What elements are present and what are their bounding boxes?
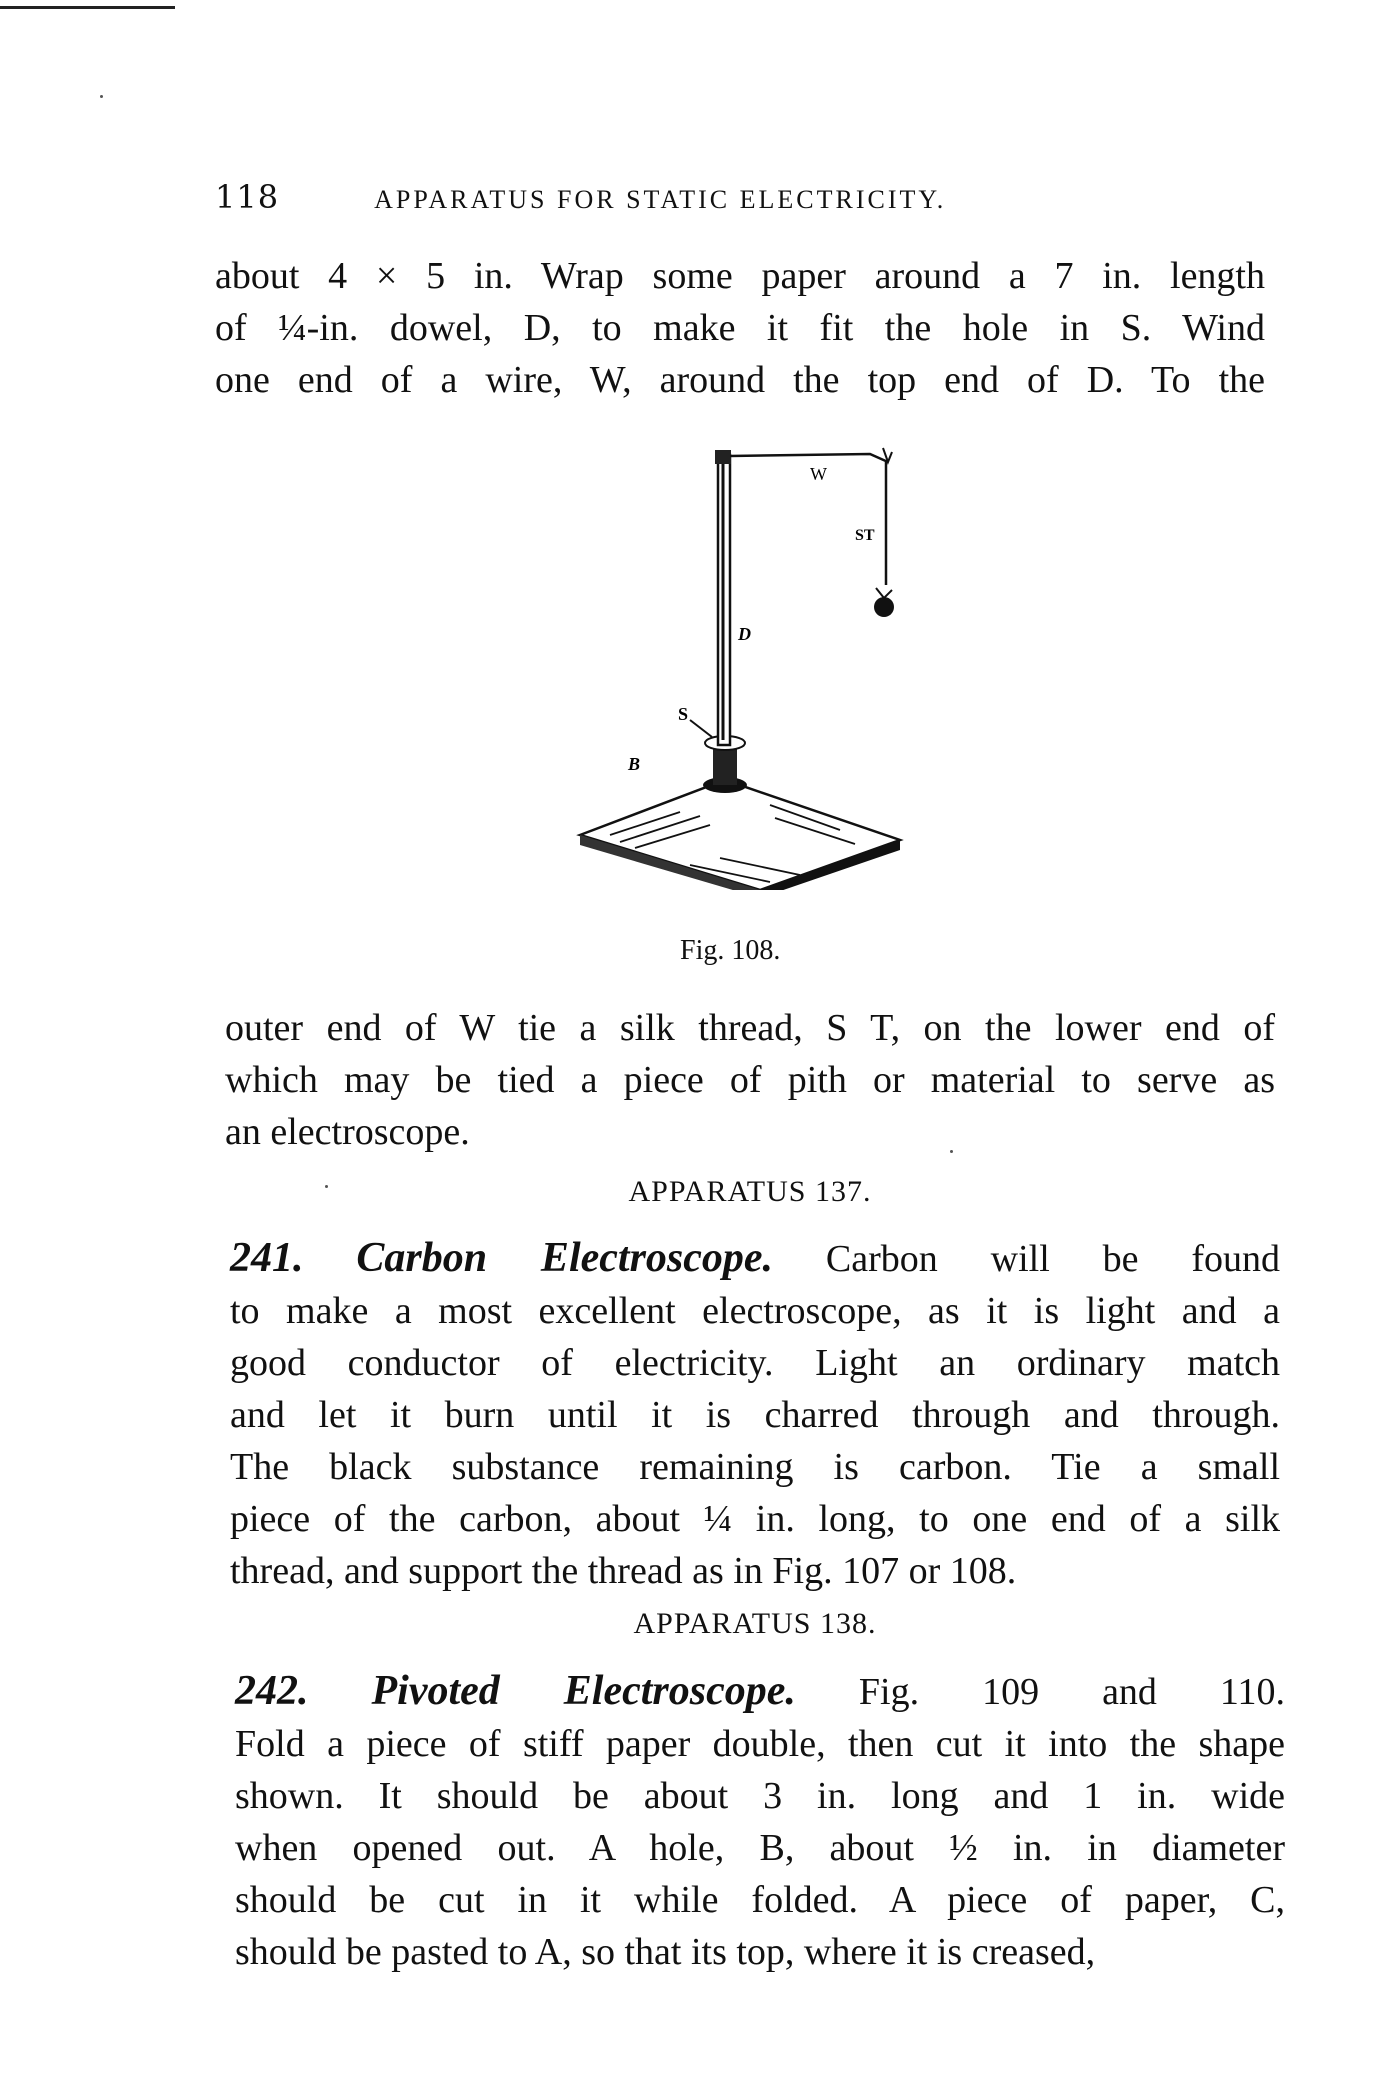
text-line: one end of a wire, W, around the top end of D. To the xyxy=(215,359,1265,401)
section-242-paragraph xyxy=(235,1665,1285,1978)
text-line: when opened out. A hole, B, about ½ in. in diameter xyxy=(235,1827,1285,1869)
paper-speck xyxy=(950,1150,953,1153)
text-line: outer end of W tie a silk thread, S T, on the lower end of xyxy=(225,1007,1275,1049)
text-line: should be pasted to A, so that its top, where it is creased, xyxy=(235,1931,1096,1973)
running-title: APPARATUS FOR STATIC ELECTRICITY. xyxy=(374,185,947,214)
text-line: about 4 × 5 in. Wrap some paper around a 7 in. length xyxy=(215,255,1265,297)
text-line: which may be tied a piece of pith or material to serve as xyxy=(225,1059,1275,1101)
section-241-paragraph xyxy=(230,1232,1280,1597)
paper-speck xyxy=(100,95,103,98)
text-line: of ¼-in. dowel, D, to make it fit the hole in S. Wind xyxy=(215,307,1265,349)
continued-paragraph xyxy=(225,1002,1275,1158)
label-d: D xyxy=(738,624,751,644)
text-line: The black substance remaining is carbon. Tie a small xyxy=(230,1446,1280,1488)
paper-speck xyxy=(325,1185,328,1188)
label-b: B xyxy=(628,754,641,774)
top-rule xyxy=(0,6,175,9)
base-board xyxy=(580,780,900,890)
text-line: an electroscope. xyxy=(225,1111,470,1153)
intro-paragraph xyxy=(215,250,1265,406)
section-number: 241. xyxy=(230,1235,304,1281)
pith-ball xyxy=(874,597,894,617)
label-st: ST xyxy=(855,527,875,544)
section-first-line xyxy=(230,1232,1280,1285)
text-line: thread, and support the thread as in Fig. 107 or 108. xyxy=(230,1550,1017,1592)
text-line: shown. It should be about 3 in. long and 1 in. wide xyxy=(235,1775,1285,1817)
text-line: Fig. 109 and 110. xyxy=(858,1671,1286,1713)
text-line: should be cut in it while folded. A piece of paper, C, xyxy=(235,1879,1285,1921)
section-heading-138: APPARATUS 138. xyxy=(633,1607,877,1640)
label-s: S xyxy=(678,704,689,724)
page-header xyxy=(215,178,1095,218)
text-line: to make a most excellent electroscope, as it is light and a xyxy=(230,1290,1280,1332)
wire xyxy=(730,454,888,462)
section-number: 242. xyxy=(235,1668,309,1714)
section-title: Pivoted Electroscope. xyxy=(371,1668,796,1714)
label-w: W xyxy=(810,464,827,484)
text-line: good conductor of electricity. Light an ordinary match xyxy=(230,1342,1280,1384)
text-line: and let it burn until it is charred through and through. xyxy=(230,1394,1280,1436)
figure-caption: Fig. 108. xyxy=(680,935,781,966)
text-line: Fold a piece of stiff paper double, then cut it into the shape xyxy=(235,1723,1285,1765)
figure-108-electroscope xyxy=(570,440,910,890)
text-line: piece of the carbon, about ¼ in. long, to one end of a silk xyxy=(230,1498,1280,1540)
page-number: 118 xyxy=(215,178,280,216)
text-line: Carbon will be found xyxy=(825,1238,1280,1280)
section-first-line xyxy=(235,1665,1285,1718)
section-title: Carbon Electroscope. xyxy=(356,1235,774,1281)
section-heading-137: APPARATUS 137. xyxy=(628,1175,872,1208)
